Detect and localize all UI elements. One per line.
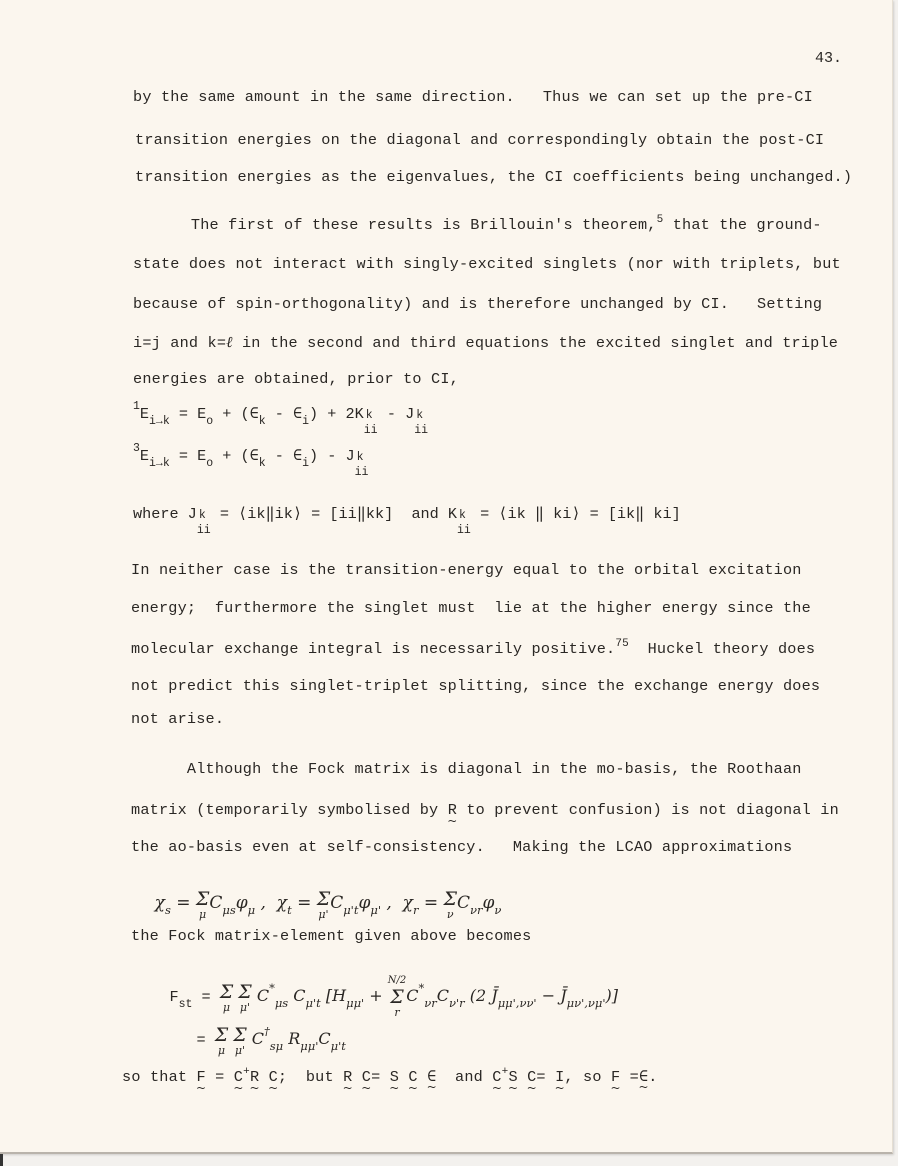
eq-sub: o [206,415,214,428]
para1-line2: transition energies on the diagonal and correspondingly obtain the post-CI [135,131,825,149]
eq-sub: μμ' [300,1039,319,1053]
eq-sup: k [356,451,364,464]
eq-text: ) + 2K [309,405,364,423]
singlet-energy-equation [133,400,429,437]
eq-text: = [536,1068,556,1086]
para4-text: to prevent confusion) is not diagonal in [457,801,839,819]
eq-text: = E [169,447,207,465]
eq-sub: νr [469,903,483,917]
eq-text: R [288,1029,301,1048]
eq-text: − J̄ [536,986,567,1005]
fock-element-equation-line2 [160,1006,346,1073]
eq-sub: νr [424,996,437,1010]
para2-line1 [135,214,822,234]
matrix-symbol: ∈ ~ [427,1067,436,1086]
para4-text: matrix (temporarily symbolised by [131,801,448,819]
para3-text: molecular exchange integral is necessarily positive. [131,640,616,658]
para5-line1: the Fock matrix-element given above becomes [131,927,532,945]
eq-text: E [139,405,150,423]
eq-text: = [192,988,220,1006]
eq-sub: ii [414,424,429,437]
eq-text: C [256,986,270,1005]
matrix-symbol: R ~ [343,1068,352,1086]
eq-sub: ii [363,424,378,437]
para4-line2 [131,801,839,819]
eq-text: C [318,1029,331,1048]
eq-text: . [648,1068,658,1086]
matrix-symbol: C ~ [362,1068,371,1086]
matrix-symbol: F ~ [611,1068,620,1086]
eq-text: , χ [381,893,413,913]
matrix-R-symbol: R ~ [448,801,457,819]
eq-text: - J [377,405,415,423]
eq-text: = [620,1068,639,1086]
eq-text: (2 J̄ [464,986,498,1005]
eq-sub: μ' [370,903,382,917]
para1-line1: by the same amount in the same direction. Thus we can set up the pre-CI [133,88,813,106]
eq-sup: k [459,509,466,522]
eq-text: ) - J [309,447,355,465]
eq-sub: k [258,415,266,428]
eq-sub: μ [247,903,256,917]
phi-symbol: φ [235,893,248,913]
sigma-icon: Σ [195,888,210,910]
sigma-icon: Σ [443,888,457,910]
final-matrix-relations [122,1066,658,1086]
para2-text: that the ground- [663,216,822,234]
eq-text: C [209,893,223,913]
sigma-icon: Σ [214,1024,229,1046]
eq-sub: ii [457,524,471,537]
sum-index: μ [199,908,207,921]
sigma-icon: Σ [316,888,331,910]
matrix-symbol: C ~ [408,1068,417,1086]
eq-sub: μs [222,903,236,917]
para3-line3 [131,638,815,658]
sigma-icon: Σ [390,986,404,1008]
sigma-icon: Σ [219,981,234,1003]
eq-text: = [196,1031,215,1049]
sum-mu-prime [233,1024,246,1055]
para2-line3: because of spin-orthogonality) and is therefore unchanged by CI. Setting [133,295,823,313]
page-number: 43. [815,50,843,67]
eq-text: = ⟨ik ‖ ki⟩ = [ik‖ ki] [471,505,681,523]
reference-75: 75 [615,638,629,650]
eq-sub: k [258,457,266,470]
eq-sub: ν'r [449,996,465,1010]
para2-text: i=j and k= [133,334,227,352]
eq-sub: sμ [269,1039,284,1053]
eq-sup: * [269,981,275,995]
eq-text: , so [564,1068,611,1086]
triplet-energy-equation [133,442,369,479]
integral-definitions [133,504,681,537]
eq-sub: μs [274,996,289,1010]
sum-index: μ' [318,908,329,921]
para3-line1: In neither case is the transition-energy equal to the orbital excitation [131,561,802,579]
eq-sub: i [302,457,310,470]
eq-sub: ii [354,466,369,479]
script-l-symbol: ℓ [226,333,233,351]
sum-index: μ' [239,1001,251,1014]
matrix-symbol: C ~ [269,1068,278,1086]
sum-nu [444,888,457,919]
matrix-symbol: ∈ ~ [639,1067,648,1086]
para3-line5: not arise. [131,710,225,728]
eq-sup: k [365,409,373,422]
sum-upper: N/2 [387,975,407,986]
matrix-symbol: C ~ [234,1068,243,1086]
sum-mu [215,1024,228,1055]
eq-sub: r [412,903,419,917]
eq-sup: k [198,509,206,522]
para3-text: Huckel theory does [628,640,816,658]
eq-sub: ν [494,903,502,917]
para2-text: in the second and third equations the excited singlet and triple [232,334,839,352]
para2-line4 [133,333,838,352]
eq-sub: μν',νμ' [566,996,606,1010]
eq-sub: μ't [330,1039,346,1053]
matrix-symbol: I ~ [555,1068,564,1086]
multiplicity: 1 [133,400,140,413]
eq-sup: † [264,1024,270,1038]
eq-text: - ∈ [265,447,303,465]
eq-sup: k [416,409,424,422]
sum-index: r [394,1006,400,1019]
eq-text: + (∈ [213,447,259,465]
eq-text: = [371,1068,390,1086]
matrix-symbol: R ~ [250,1068,259,1086]
eq-text: = ⟨ik‖ik⟩ = [ii‖kk] and K [210,505,458,523]
eq-text: - ∈ [265,405,303,423]
eq-text: C [330,893,344,913]
phi-symbol: φ [482,893,495,913]
eq-sup: * [418,981,425,995]
sum-index: μ [222,1001,231,1014]
eq-text: so that [122,1068,197,1086]
para2-text: The first of these results is Brillouin's theorem, [135,216,657,234]
eq-sub: ii [196,524,211,537]
sum-r [388,976,406,1017]
eq-text: where J [133,505,197,523]
dagger: + [243,1066,250,1078]
matrix-symbol: F ~ [197,1068,206,1086]
sigma-icon: Σ [233,1024,247,1046]
sum-mu [196,888,209,919]
eq-sub: i→k [149,415,170,428]
eq-sub: μμ',νν' [497,996,537,1010]
matrix-symbol: S ~ [390,1068,399,1086]
eq-text: F [169,988,179,1006]
eq-text: C [293,986,306,1005]
dagger: + [501,1066,509,1078]
eq-text: C [456,893,470,913]
eq-text: + [364,986,388,1005]
sum-mu-prime [317,888,330,919]
sum-index: ν [446,908,454,921]
eq-sub: i [302,415,310,428]
eq-text: C [251,1029,265,1048]
eq-sub: μ't [305,996,321,1010]
eq-text: C [436,986,450,1005]
eq-text: )] [605,986,619,1005]
eq-sub: μ't [343,903,359,917]
eq-sub: i→k [149,457,170,470]
eq-text: , χ [255,893,288,913]
fock-rhs2 [214,1024,346,1057]
eq-text: E [139,447,150,465]
matrix-symbol: S ~ [508,1068,517,1086]
eq-text: C [406,986,419,1005]
fock-rhs [219,975,619,1019]
para4-line3: the ao-basis even at self-consistency. Making the LCAO approximations [131,838,793,856]
para2-line5: energies are obtained, prior to CI, [133,370,459,388]
eq-sub: o [206,457,214,470]
eq-text: = [291,893,317,913]
eq-text: = [205,1068,234,1086]
sigma-icon: Σ [238,981,252,1003]
eq-sub: t [287,903,292,917]
eq-text: ; but [277,1068,344,1086]
para3-line4: not predict this singlet-triplet splitting, since the exchange energy does [131,677,821,695]
matrix-symbol: C ~ [527,1068,536,1086]
phi-symbol: φ [358,893,371,913]
eq-text: = [170,893,196,913]
para3-line2: energy; furthermore the singlet must lie at the higher energy since the [131,599,811,617]
eq-text: [H [320,986,347,1005]
eq-text: = [418,893,444,913]
eq-text: and [436,1068,493,1086]
para4-line1: Although the Fock matrix is diagonal in the mo-basis, the Roothaan [131,760,802,778]
matrix-symbol: C ~ [492,1068,501,1086]
sum-index: μ [217,1044,225,1057]
multiplicity: 3 [133,442,140,455]
eq-sub: st [178,998,193,1011]
eq-text: = E [169,405,207,423]
eq-text: + (∈ [213,405,259,423]
eq-sub: μμ' [346,996,365,1010]
sum-index: μ' [234,1044,246,1057]
page-edge-mark [0,1154,3,1166]
chi-symbol: χ [154,893,165,913]
para2-line2: state does not interact with singly-excited singlets (nor with triplets, but [133,255,841,273]
eq-sub: s [164,903,171,917]
para1-line3: transition energies as the eigenvalues, the CI coefficients being unchanged.) [135,168,853,186]
reference-5: 5 [656,214,664,226]
